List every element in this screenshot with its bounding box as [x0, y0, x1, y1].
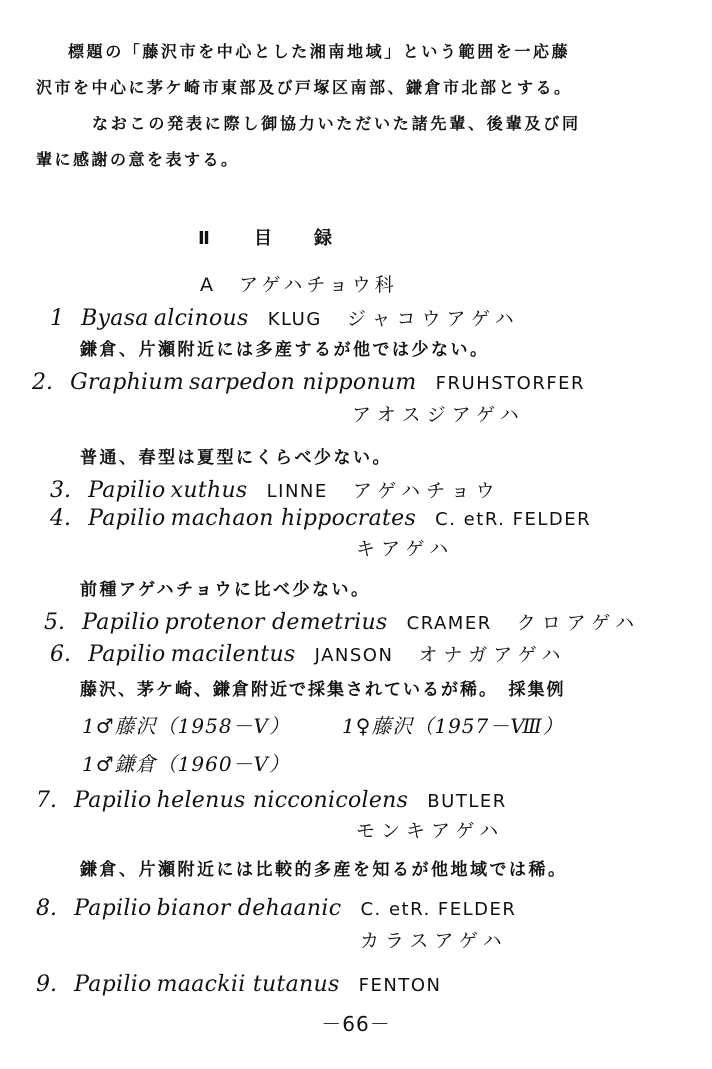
entry-7-note: 鎌倉、片瀬附近には比較的多産を知るが他地域では稀。 [80, 860, 568, 880]
entry-number: 5. [44, 610, 65, 635]
japanese-name: ジャコウアゲハ [346, 308, 520, 330]
author-name: JANSON [314, 645, 394, 666]
genus-name: Papilio [74, 896, 152, 921]
entry-number: 8. [36, 896, 57, 921]
author-name: BUTLER [427, 791, 507, 812]
entry-number: 2. [32, 370, 53, 395]
section-title-char-3: 録 [314, 228, 334, 249]
species-name: maackii tutanus [156, 972, 340, 997]
species-entry-8 [36, 898, 516, 920]
species-entry-5 [44, 612, 640, 634]
intro-line-4: 輩に感謝の意を表する。 [36, 150, 240, 169]
genus-name: Byasa [81, 306, 149, 331]
author-name: KLUG [267, 309, 322, 330]
entry-1-note: 鎌倉、片瀬附近には多産するが他では少ない。 [80, 340, 490, 360]
section-title-char-2: 目 [254, 228, 274, 249]
author-name: FRUHSTORFER [435, 373, 586, 394]
entry-8-japanese-name: カラスアゲハ [360, 930, 508, 952]
species-entry-9 [36, 974, 441, 996]
japanese-name: クロアゲハ [516, 612, 641, 634]
genus-name: Papilio [74, 972, 152, 997]
species-entry-7 [36, 790, 507, 812]
genus-name: Papilio [88, 642, 166, 667]
intro-line-1: 標題の「藤沢市を中心とした湘南地域」という範囲を一応藤 [68, 42, 571, 61]
entry-4-japanese-name: キアゲハ [356, 538, 455, 560]
entry-number: 9. [36, 972, 57, 997]
author-name: CRAMER [406, 613, 492, 634]
species-name: xuthus [170, 478, 248, 503]
family-name: アゲハチョウ科 [239, 274, 398, 296]
entry-number: 4. [50, 506, 71, 531]
entry-6-record-1: 1♂藤沢（1958－Ⅴ） [82, 714, 290, 738]
author-name: LINNE [266, 481, 328, 502]
species-entry-4 [50, 508, 591, 530]
japanese-name: アゲハチョウ [352, 480, 501, 502]
species-name: sarpedon nipponum [189, 370, 417, 395]
genus-name: Papilio [88, 506, 166, 531]
intro-line-2: 沢市を中心に茅ケ崎市東部及び戸塚区南部、鎌倉市北部とする。 [36, 78, 573, 97]
species-name: machaon hippocrates [170, 506, 417, 531]
section-title-char-1: Ⅱ [198, 228, 212, 249]
entry-2-japanese-name: アオスジアゲハ [352, 404, 525, 426]
genus-name: Graphium [70, 370, 185, 395]
species-name: macilentus [170, 642, 296, 667]
family-label: A [200, 274, 215, 296]
species-entry-1 [50, 308, 520, 330]
author-name: C. etR. FELDER [360, 899, 517, 920]
japanese-name: オナガアゲハ [418, 644, 567, 666]
genus-name: Papilio [74, 788, 152, 813]
page-number: －66－ [321, 1012, 391, 1036]
species-entry-3 [50, 480, 501, 502]
species-entry-6 [50, 644, 566, 666]
family-heading [200, 276, 398, 295]
genus-name: Papilio [82, 610, 160, 635]
entry-number: 3. [50, 478, 71, 503]
species-name: protenor demetrius [164, 610, 388, 635]
entry-4-note: 前種アゲハチョウに比べ少ない。 [80, 580, 371, 600]
entry-2-note: 普通、春型は夏型にくらべ少ない。 [80, 448, 392, 468]
entry-number: 1 [50, 306, 64, 331]
entry-6-note: 藤沢、茅ケ崎、鎌倉附近で採集されているが稀。 採集例 [80, 680, 566, 700]
species-name: helenus nicconicolens [156, 788, 409, 813]
species-name: alcinous [153, 306, 249, 331]
author-name: C. etR. FELDER [435, 509, 592, 530]
entry-number: 6. [50, 642, 71, 667]
entry-6-record-3: 1♂鎌倉（1960－Ⅴ） [82, 752, 290, 776]
species-name: bianor dehaanic [156, 896, 342, 921]
intro-line-3: なおこの発表に際し御協力いただいた諸先輩、後輩及び同 [92, 114, 581, 133]
genus-name: Papilio [88, 478, 166, 503]
species-entry-2 [32, 372, 585, 394]
author-name: FENTON [358, 975, 442, 996]
entry-number: 7. [36, 788, 57, 813]
entry-7-japanese-name: モンキアゲハ [356, 820, 505, 842]
entry-6-record-2: 1♀藤沢（1957－Ⅷ） [342, 714, 564, 738]
